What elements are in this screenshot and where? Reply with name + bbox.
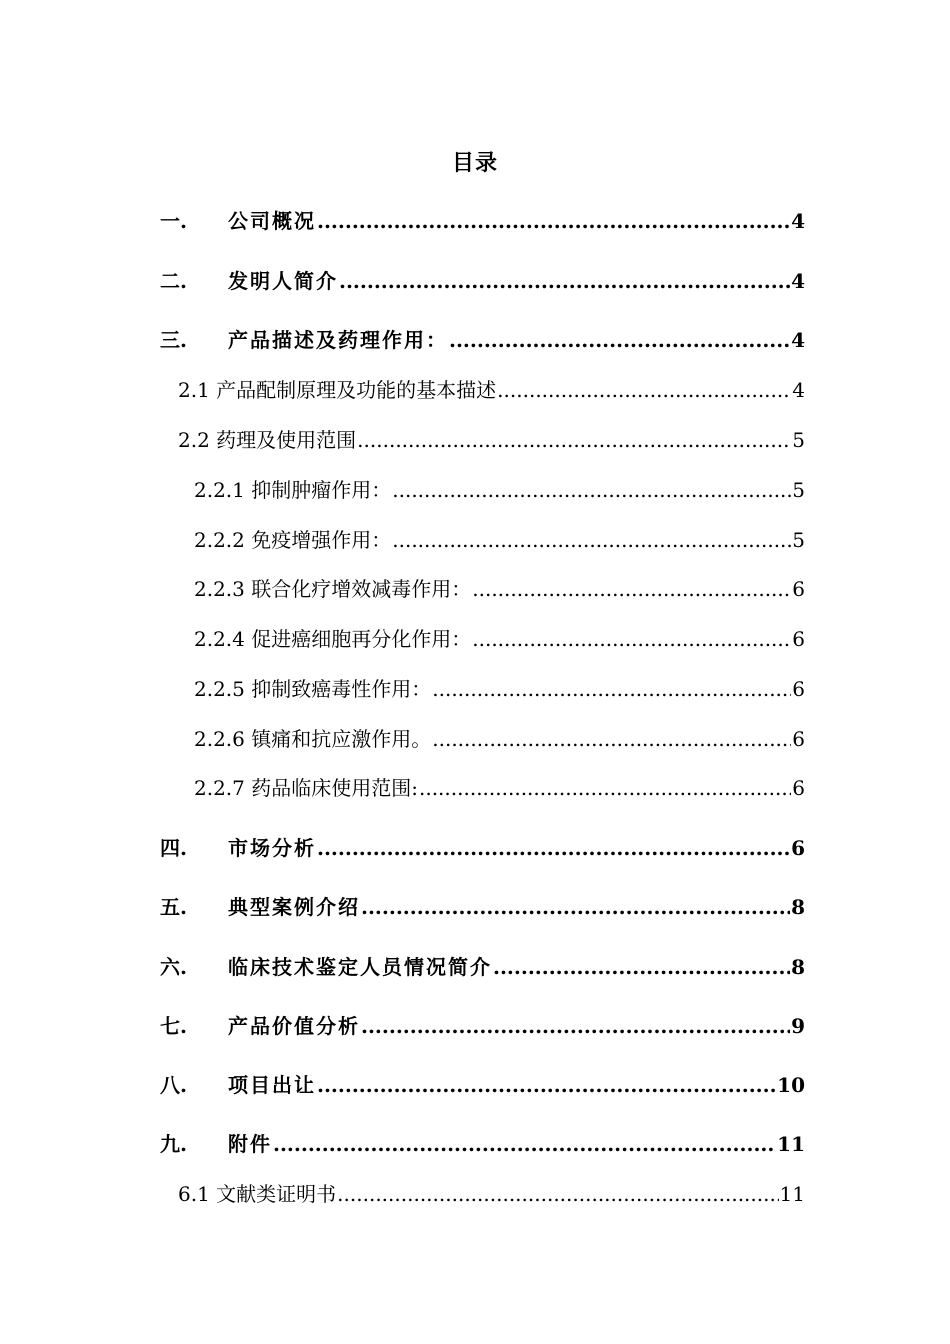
toc-entry-label: 2.2.1 抑制肿瘤作用： (194, 478, 392, 502)
toc-entry-label: 2.2.3 联合化疗增效减毒作用： (194, 577, 472, 601)
toc-entry-page: 11 (777, 1132, 805, 1156)
toc-entry-number: 七. (160, 1014, 187, 1038)
toc-dot-leader (339, 269, 790, 293)
toc-dot-leader (449, 328, 790, 352)
toc-entry-label: 2.2.7 药品临床使用范围: (194, 776, 418, 800)
toc-title: 目录 (451, 150, 498, 176)
toc-entry-page: 6 (792, 776, 805, 800)
toc-entry-page: 6 (792, 727, 805, 751)
toc-entry-number: 五. (160, 895, 187, 919)
toc-dot-leader (472, 627, 791, 651)
toc-dot-leader (493, 955, 790, 979)
toc-entry-page: 4 (791, 328, 805, 352)
toc-entry-page: 5 (792, 528, 805, 552)
toc-dot-leader (357, 428, 791, 452)
toc-entry-page: 6 (792, 677, 805, 701)
toc-entry-number: 九. (160, 1132, 187, 1156)
toc-entry-label: 附件 (228, 1132, 272, 1156)
toc-dot-leader (337, 1182, 778, 1206)
toc-entry-label: 2.2.4 促进癌细胞再分化作用： (194, 627, 472, 651)
toc-entry-page: 8 (791, 895, 805, 919)
toc-entry-label: 项目出让 (228, 1073, 316, 1097)
toc-entry[interactable] (194, 723, 805, 753)
toc-entry[interactable] (194, 673, 805, 703)
toc-entry-number: 四. (160, 836, 187, 860)
toc-entry[interactable] (160, 324, 805, 354)
toc-entry-label: 典型案例介绍 (228, 895, 360, 919)
toc-entry-label: 2.2 药理及使用范围 (178, 428, 357, 452)
toc-entry-number: 二. (160, 269, 187, 293)
toc-entry-label: 市场分析 (228, 836, 316, 860)
toc-entry-page: 10 (777, 1073, 805, 1097)
toc-entry-page: 9 (791, 1014, 805, 1038)
toc-entry-label: 2.2.2 免疫增强作用： (194, 528, 392, 552)
toc-entry-label: 2.2.5 抑制致癌毒性作用： (194, 677, 432, 701)
toc-entry-number: 三. (160, 328, 187, 352)
toc-entry[interactable] (194, 772, 805, 802)
toc-entry-label: 产品描述及药理作用： (228, 328, 448, 352)
toc-entry-page: 4 (791, 209, 805, 233)
toc-entry-page: 6 (792, 627, 805, 651)
toc-entry-label: 发明人简介 (228, 269, 338, 293)
toc-dot-leader (361, 1014, 790, 1038)
toc-entry[interactable] (178, 424, 805, 454)
toc-entry-number: 六. (160, 955, 187, 979)
toc-entry[interactable] (160, 1010, 805, 1040)
toc-entry-label: 临床技术鉴定人员情况简介 (228, 955, 492, 979)
toc-dot-leader (273, 1132, 776, 1156)
toc-entry-page: 11 (779, 1182, 805, 1206)
toc-entry-page: 4 (791, 269, 805, 293)
toc-entry[interactable] (178, 374, 805, 404)
toc-entry[interactable] (194, 573, 805, 603)
toc-entry-label: 6.1 文献类证明书 (178, 1182, 337, 1206)
toc-entry-page: 5 (792, 478, 805, 502)
toc-entry[interactable] (160, 1128, 805, 1158)
toc-dot-leader (432, 677, 791, 701)
toc-entry-number: 一. (160, 209, 187, 233)
toc-dot-leader (392, 528, 791, 552)
toc-entry-page: 8 (791, 955, 805, 979)
toc-dot-leader (317, 209, 790, 233)
toc-entry[interactable] (160, 265, 805, 295)
toc-entry[interactable] (160, 205, 805, 235)
toc-dot-leader (432, 727, 791, 751)
toc-entry-page: 6 (791, 836, 805, 860)
toc-entry-label: 2.1 产品配制原理及功能的基本描述 (178, 378, 497, 402)
toc-dot-leader (472, 577, 791, 601)
toc-dot-leader (392, 478, 791, 502)
toc-entry-number: 八. (160, 1073, 187, 1097)
toc-entry[interactable] (178, 1178, 805, 1208)
toc-entry-label: 2.2.6 镇痛和抗应激作用。 (194, 727, 432, 751)
toc-entry-page: 5 (792, 428, 805, 452)
toc-entry[interactable] (194, 524, 805, 554)
toc-dot-leader (497, 378, 791, 402)
toc-entry[interactable] (194, 623, 805, 653)
toc-dot-leader (317, 1073, 776, 1097)
toc-dot-leader (361, 895, 790, 919)
toc-dot-leader (419, 776, 791, 800)
toc-entry[interactable] (160, 832, 805, 862)
toc-entry[interactable] (160, 891, 805, 921)
toc-entry-page: 6 (792, 577, 805, 601)
toc-entry[interactable] (194, 474, 805, 504)
toc-entry[interactable] (160, 951, 805, 981)
toc-entry-label: 公司概况 (228, 209, 316, 233)
toc-dot-leader (317, 836, 790, 860)
toc-entry[interactable] (160, 1069, 805, 1099)
toc-entry-label: 产品价值分析 (228, 1014, 360, 1038)
toc-entry-page: 4 (792, 378, 805, 402)
